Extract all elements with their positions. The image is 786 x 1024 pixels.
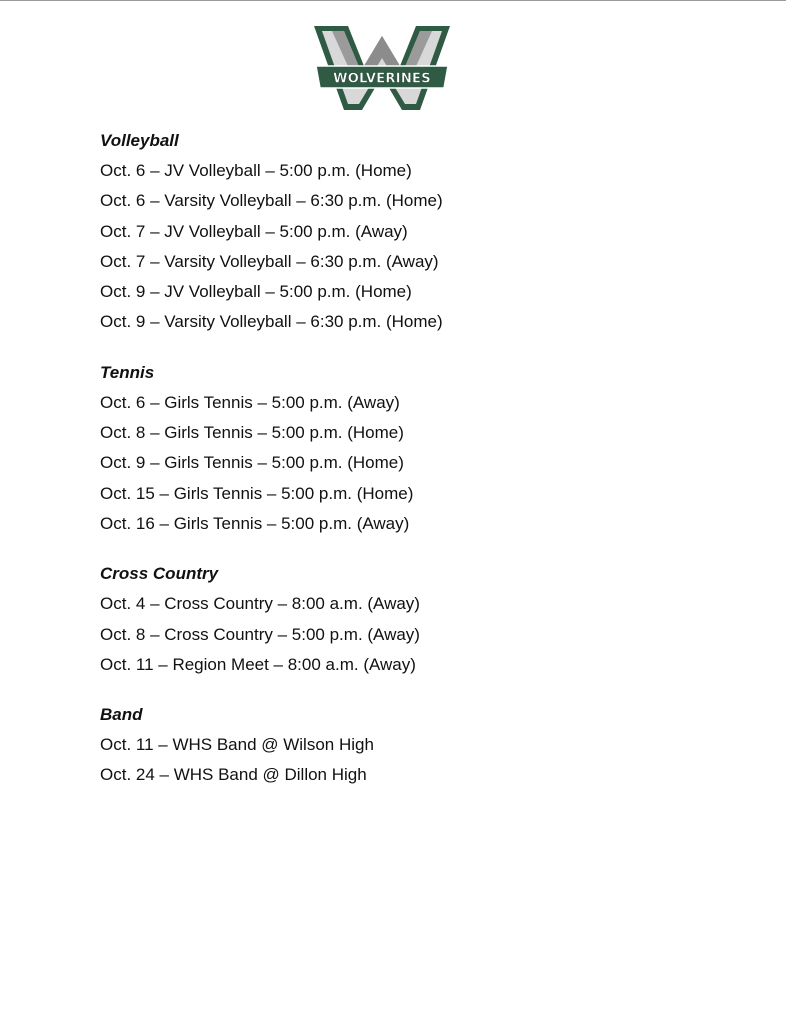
schedule-section (100, 126, 700, 338)
page-top-border (0, 0, 786, 1)
schedule-list (100, 730, 700, 791)
schedule-item: Oct. 11 – WHS Band @ Wilson High (100, 735, 374, 755)
schedule-item: Oct. 15 – Girls Tennis – 5:00 p.m. (Home) (100, 483, 414, 503)
schedule-item: Oct. 8 – Cross Country – 5:00 p.m. (Away) (100, 624, 420, 644)
logo-wordmark: WOLVERINES (333, 71, 431, 87)
schedule-list (100, 156, 700, 338)
schedule-section (100, 358, 700, 539)
schedule-item: Oct. 4 – Cross Country – 8:00 a.m. (Away) (100, 594, 420, 614)
schedule-list (100, 388, 700, 539)
schedule-item: Oct. 7 – Varsity Volleyball – 6:30 p.m. (Away) (100, 251, 439, 271)
section-heading: Volleyball (100, 131, 179, 150)
schedule-item: Oct. 8 – Girls Tennis – 5:00 p.m. (Home) (100, 423, 404, 443)
schedule-item: Oct. 9 – Girls Tennis – 5:00 p.m. (Home) (100, 453, 404, 473)
schedule-item: Oct. 16 – Girls Tennis – 5:00 p.m. (Away) (100, 513, 410, 533)
wolverines-logo (312, 22, 452, 114)
schedule-content (100, 126, 700, 811)
schedule-item: Oct. 6 – Girls Tennis – 5:00 p.m. (Away) (100, 392, 400, 412)
section-heading: Cross Country (100, 564, 219, 584)
schedule-item: Oct. 9 – JV Volleyball – 5:00 p.m. (Home) (100, 282, 412, 302)
schedule-item: Oct. 6 – JV Volleyball – 5:00 p.m. (Home) (100, 161, 412, 180)
schedule-item: Oct. 24 – WHS Band @ Dillon High (100, 765, 367, 785)
wolverines-w-logo-icon (312, 22, 452, 114)
section-heading: Band (100, 705, 143, 725)
schedule-item: Oct. 9 – Varsity Volleyball – 6:30 p.m. (Home) (100, 312, 443, 332)
schedule-item: Oct. 6 – Varsity Volleyball – 6:30 p.m. (Home) (100, 191, 443, 211)
schedule-section (100, 559, 700, 680)
section-heading: Tennis (100, 362, 155, 382)
schedule-section (100, 700, 700, 791)
schedule-item: Oct. 11 – Region Meet – 8:00 a.m. (Away) (100, 654, 416, 674)
schedule-item: Oct. 7 – JV Volleyball – 5:00 p.m. (Away) (100, 221, 408, 241)
schedule-list (100, 589, 700, 680)
